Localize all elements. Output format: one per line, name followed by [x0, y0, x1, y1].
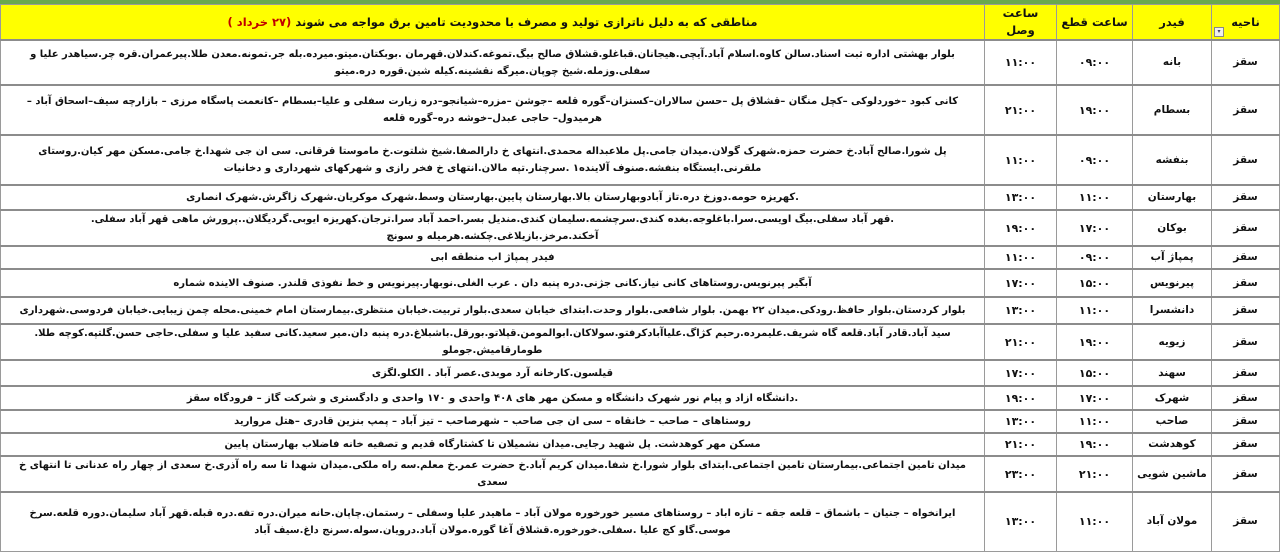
table-row — [1, 269, 1280, 297]
cut-time-cell: ۱۱:۰۰ — [1057, 185, 1133, 210]
areas-cell: .دانشگاه ازاد و پیام نور شهرک دانشگاه و مسکن مهر های ۴۰۸ واحدی و ۱۷۰ واحدی و دادگستری و شرکت گاز – فرودگاه سقز — [1, 386, 985, 410]
connect-time-cell: ۱۳:۰۰ — [985, 492, 1057, 551]
feeder-cell: بنفشه — [1133, 135, 1212, 185]
areas-cell: قیلسون.کارخانه آرد موبدی.عصر آباد . الکلو.لگزی — [1, 360, 985, 386]
areas-cell: ایرانخواه – جنیان – باشماق – قلعه جقه – تازه اباد – روستاهای مسیر خورخوره مولان آباد – ماهیدر علیا وسفلی – رستمان.چاپان.حانه میران.دره تفه.دره قبله.قهر آباد سلیمان.دوره قلعه.سرخ موسی.گاو کج علیا .سفلی.خورخوره.قشلاق آغا گوره.مولان آباد.درویان.سوله.سرنج داغ.سیف آباد — [1, 492, 985, 551]
cut-time-cell: ۱۹:۰۰ — [1057, 85, 1133, 135]
cut-time-cell: ۱۷:۰۰ — [1057, 386, 1133, 410]
filter-dropdown-icon[interactable]: ▾ — [1214, 27, 1224, 37]
region-cell: سقز — [1212, 297, 1280, 324]
table-row — [1, 360, 1280, 386]
areas-cell: روستاهای – صاحب – خانقاه – سی ان جی صاحب – شهرصاحب – تیز آباد – پمپ بنزین قادری –هتل مرواريد — [1, 410, 985, 433]
feeder-cell: صاحب — [1133, 410, 1212, 433]
header-date: (۲۷ خرداد ) — [227, 14, 292, 29]
areas-cell: سید آباد.قادر آباد.قلعه گاه شریف.علیمرده.رحیم کژاگ.علیاآبادکرفتو.سولاکان.ابوالمومن.قپلاتو.بورقل.باشبلاغ.دره پنبه دان.میر سعید.کانی سفید علیا و سفلی.حاجی حسن.گلتپه.کوچه طلا. طومارقامیش.جوملو — [1, 324, 985, 360]
connect-time-cell: ۱۱:۰۰ — [985, 135, 1057, 185]
region-cell: سقز — [1212, 492, 1280, 551]
region-cell: سقز — [1212, 185, 1280, 210]
cut-time-cell: ۱۵:۰۰ — [1057, 269, 1133, 297]
cut-time-cell: ۰۹:۰۰ — [1057, 246, 1133, 269]
region-cell: سقز — [1212, 246, 1280, 269]
header-row — [1, 5, 1280, 41]
region-cell: سقز — [1212, 85, 1280, 135]
areas-cell: بلوار بهشتی اداره ثبت اسناد.سالن کاوه.اسلام آباد.آیچی.هیجانان.قباغلو.قشلاق صالح بیگ.تموغه.کندلان.قهرمان .بوبکتان.میتو.میرده.بله جر.تمونه.معدن طلا.پیرعمران.قره چر.سیاهدر علیا و سفلی.وزمله.شیخ چوپان.میرگه نقشینه.کیله شین.قوره دره.میتو — [1, 40, 985, 85]
table-row — [1, 456, 1280, 492]
connect-time-cell: ۱۳:۰۰ — [985, 185, 1057, 210]
feeder-cell: مولان آباد — [1133, 492, 1212, 551]
table-row — [1, 386, 1280, 410]
cut-time-cell: ۱۹:۰۰ — [1057, 433, 1133, 456]
cut-time-cell: ۱۵:۰۰ — [1057, 360, 1133, 386]
feeder-cell: بسطام — [1133, 85, 1212, 135]
cut-time-cell: ۱۷:۰۰ — [1057, 210, 1133, 246]
feeder-cell: کوهدشت — [1133, 433, 1212, 456]
connect-time-cell: ۱۹:۰۰ — [985, 386, 1057, 410]
areas-cell: میدان تامین اجتماعی.بیمارستان تامین اجتماعی.ابتدای بلوار شورا.خ شفا.میدان کریم آباد.خ حضرت عمر.خ معلم.سه راه ملکی.میدان شهدا تا سه راه آذری.خ سعدی از چهار راه عدنانی تا انتهای خ سعدی — [1, 456, 985, 492]
region-cell: سقز — [1212, 135, 1280, 185]
connect-time-cell: ۱۹:۰۰ — [985, 210, 1057, 246]
region-cell: سقز — [1212, 324, 1280, 360]
region-cell: سقز — [1212, 40, 1280, 85]
feeder-cell: ماشین شویی — [1133, 456, 1212, 492]
table-row — [1, 410, 1280, 433]
feeder-cell: دانشسرا — [1133, 297, 1212, 324]
header-feeder: فیدر — [1133, 5, 1212, 41]
feeder-cell: بهارستان — [1133, 185, 1212, 210]
feeder-cell: شهرک — [1133, 386, 1212, 410]
feeder-cell: بوکان — [1133, 210, 1212, 246]
areas-cell: بلوار کردستان.بلوار حافظ.رودکی.میدان ۲۲ بهمن. بلوار شافعی.بلوار وحدت.ابتدای خیابان سعدی.بلوار تربیت.خیابان منتظری.بیمارستان امام خمینی.محله چمن زیبایی.خیابان فردوسی.شهرداری — [1, 297, 985, 324]
header-connect-time: ساعت وصل — [985, 5, 1057, 41]
region-cell: سقز — [1212, 386, 1280, 410]
feeder-cell: پمپاژ آب — [1133, 246, 1212, 269]
header-cut-time: ساعت قطع — [1057, 5, 1133, 41]
areas-cell: مسکن مهر کوهدشت. پل شهید رجایی.میدان نشمیلان تا کشتارگاه قدیم و تصفیه خانه فاضلاب بهارستان پایین — [1, 433, 985, 456]
cut-time-cell: ۱۹:۰۰ — [1057, 324, 1133, 360]
cut-time-cell: ۱۱:۰۰ — [1057, 297, 1133, 324]
connect-time-cell: ۱۳:۰۰ — [985, 410, 1057, 433]
cut-time-cell: ۲۱:۰۰ — [1057, 456, 1133, 492]
table-row — [1, 185, 1280, 210]
header-areas: مناطقی که به دلیل ناترازی تولید و مصرف با محدودیت تامین برق مواجه می شوند (۲۷ خرداد ) — [1, 5, 985, 41]
region-cell: سقز — [1212, 456, 1280, 492]
areas-cell: آبگیر پیرنویس.روستاهای کانی نیاز.کانی جژنی.دره پنبه دان . عرب الغلی.نوبهار.پیرنویس و خط نفوذی قلندر. صنوف الاینده شماره — [1, 269, 985, 297]
cut-time-cell: ۱۱:۰۰ — [1057, 410, 1133, 433]
table-row — [1, 85, 1280, 135]
header-region[interactable]: ناحیه ▾ — [1212, 5, 1280, 41]
connect-time-cell: ۱۳:۰۰ — [985, 297, 1057, 324]
cut-time-cell: ۰۹:۰۰ — [1057, 40, 1133, 85]
cut-time-cell: ۱۱:۰۰ — [1057, 492, 1133, 551]
region-cell: سقز — [1212, 433, 1280, 456]
table-row — [1, 135, 1280, 185]
connect-time-cell: ۲۱:۰۰ — [985, 433, 1057, 456]
table-row — [1, 297, 1280, 324]
areas-cell: کانی کبود –خوردلوکی –کچل منگان –قشلاق پل –حسن سالاران–کسنزان–گوره قلعه –جوشن –مزره–شیانجو–دره زیارت سفلی و علیا–بسطام –کانعمت پاسگاه مرزی – بازارچه سیف–اسحاق آباد –هرمیدول– حاجی عبدل–خوشه دره–گوره قلعه — [1, 85, 985, 135]
feeder-cell: پیرنویس — [1133, 269, 1212, 297]
feeder-cell: بانه — [1133, 40, 1212, 85]
areas-cell: .کهریزه حومه.دوزخ دره.تاز آبادوبهارستان بالا.بهارستان پایین.بهارستان وسط.شهرک موکریان.شهرک زاگرش.شهرک انصاری — [1, 185, 985, 210]
connect-time-cell: ۱۷:۰۰ — [985, 269, 1057, 297]
connect-time-cell: ۱۱:۰۰ — [985, 40, 1057, 85]
connect-time-cell: ۲۱:۰۰ — [985, 324, 1057, 360]
table-row — [1, 324, 1280, 360]
cut-time-cell: ۰۹:۰۰ — [1057, 135, 1133, 185]
region-cell: سقز — [1212, 210, 1280, 246]
connect-time-cell: ۲۳:۰۰ — [985, 456, 1057, 492]
table-row — [1, 40, 1280, 85]
areas-cell: فیدر پمپاژ اب منطقه ابی — [1, 246, 985, 269]
table-row — [1, 210, 1280, 246]
outage-schedule-table — [0, 4, 1280, 552]
connect-time-cell: ۲۱:۰۰ — [985, 85, 1057, 135]
table-row — [1, 246, 1280, 269]
region-cell: سقز — [1212, 410, 1280, 433]
table-row — [1, 433, 1280, 456]
areas-cell: پل شورا.صالح آباد.خ حضرت حمزه.شهرک گولان.میدان جامی.پل ملاعبداله محمدی.انتهای خ دارالصفا.شیخ شلتوت.خ ماموستا قرقانی. سی ان جی شهدا.خ جامی.مسکن مهر کیان.روستای ملقرنی.ایستگاه بنفشه.صنوف آلاینده۱ .سرچنار.تپه مالان.انتهای خ فخر رازی و شهرکهای شهرداری و دخانیات — [1, 135, 985, 185]
connect-time-cell: ۱۷:۰۰ — [985, 360, 1057, 386]
table-row — [1, 492, 1280, 551]
region-cell: سقز — [1212, 269, 1280, 297]
areas-cell: .قهر آباد سفلی.بیگ اویسی.سرا.باغلوجه.بغده کندی.سرچشمه.سلیمان کندی.مندیل بسر.احمد آباد سرا.ترجان.کهریزه ایوبی.گردیگلان..پرورش ماهی قهر آباد سفلی. آخکند.مرخز.بازیلاغی.چکشه.هرمیله و سونچ — [1, 210, 985, 246]
connect-time-cell: ۱۱:۰۰ — [985, 246, 1057, 269]
feeder-cell: سهند — [1133, 360, 1212, 386]
region-cell: سقز — [1212, 360, 1280, 386]
feeder-cell: زیویه — [1133, 324, 1212, 360]
